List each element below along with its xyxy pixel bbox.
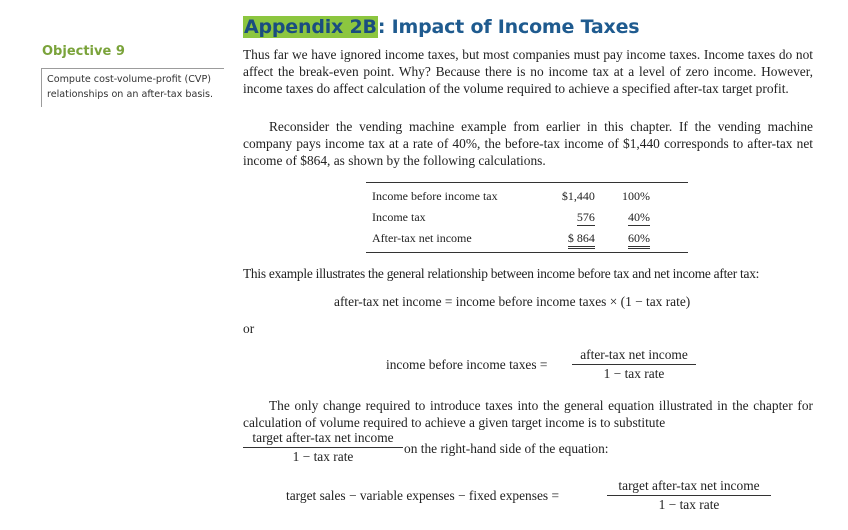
row-amount: [543, 207, 595, 228]
calculation-table: [366, 182, 688, 253]
equation-2-lhs: income before income taxes =: [386, 357, 548, 372]
paragraph-example: Reconsider the vending machine example from earlier in this chapter. If the vending machine company pays income tax at a rate of 40%, the before-tax income of $1,440 corresponds to after-tax net income of $864, as shown by the following calculations.: [243, 119, 813, 168]
inline-tail-text: on the right-hand side of the equation:: [404, 441, 609, 456]
or-text: or: [243, 321, 255, 336]
amount-value: 576: [576, 210, 595, 224]
amount-value: $1,440: [561, 189, 595, 203]
example-sentence: This example illustrates the general relationship between income before tax and net income after tax:: [243, 266, 760, 281]
objective-text: Compute cost-volume-profit (CVP) relationships on an after-tax basis.: [47, 74, 214, 100]
fraction-numerator: after-tax net income: [572, 347, 696, 365]
amount-value: $ 864: [568, 231, 595, 249]
objective-heading: Objective 9: [42, 44, 125, 59]
fraction-denominator: 1 − tax rate: [658, 497, 720, 512]
table-row: [366, 228, 688, 253]
row-label: Income before income tax: [372, 189, 498, 203]
appendix-title-rest: : Impact of Income Taxes: [377, 16, 640, 38]
paragraph-substitution: The only change required to introduce taxes into the general equation illustrated in the chapter for calculation of volume required to achieve a given target income is to substitute: [243, 398, 813, 430]
fraction-numerator: target after-tax net income: [243, 430, 403, 448]
equation-3-lhs: target sales − variable expenses − fixed expenses =: [286, 488, 560, 503]
paragraph-intro: Thus far we have ignored income taxes, but most companies must pay income taxes. Income taxes do not affect the break-even point. Why? Because there is no income tax at a level of zero income. However, income taxes do affect calculation of the volume required to achieve a specified after-tax target profit.: [243, 47, 813, 96]
equation-after-tax: after-tax net income = income before income taxes × (1 − tax rate): [334, 294, 691, 309]
fraction-numerator: target after-tax net income: [607, 478, 771, 496]
row-label: Income tax: [372, 210, 426, 224]
row-amount: [543, 183, 595, 208]
percent-value: 100%: [622, 189, 650, 203]
row-label: After-tax net income: [372, 231, 472, 245]
percent-value: 40%: [628, 210, 650, 224]
equation-2-fraction: [572, 347, 696, 382]
percent-value: 60%: [628, 231, 650, 249]
fraction-denominator: 1 − tax rate: [292, 449, 354, 464]
row-amount: [543, 228, 595, 253]
inline-fraction: [243, 430, 403, 465]
appendix-title: [243, 16, 639, 38]
table-row: [366, 207, 688, 228]
table-row: [366, 183, 688, 208]
row-percent: [595, 228, 688, 253]
row-percent: [595, 183, 688, 208]
equation-3-fraction: [607, 478, 771, 513]
fraction-denominator: 1 − tax rate: [603, 366, 665, 381]
appendix-label-highlight: Appendix 2B: [244, 16, 377, 38]
row-percent: [595, 207, 688, 228]
